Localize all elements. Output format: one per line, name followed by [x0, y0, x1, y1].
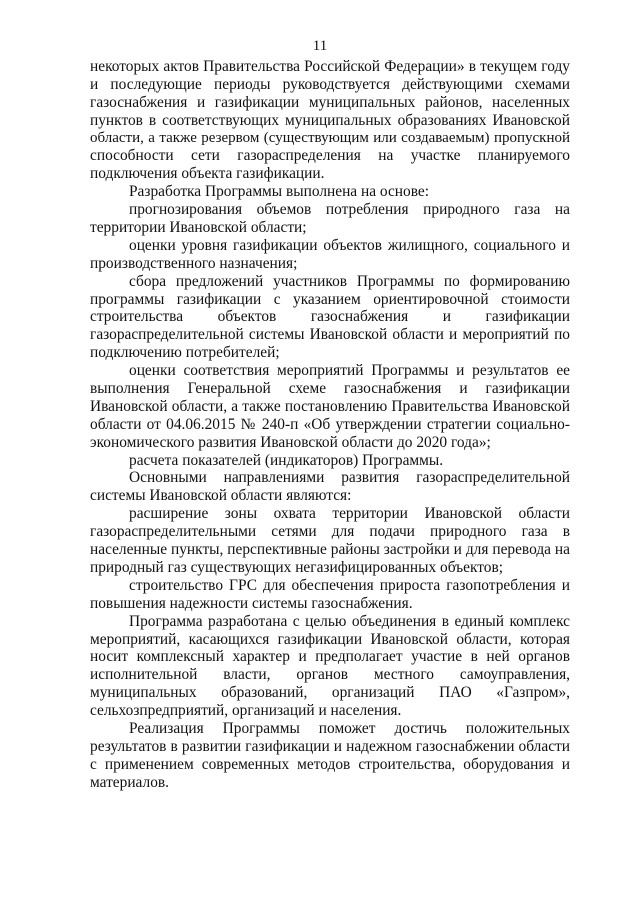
- paragraph-p7: [90, 452, 570, 470]
- text-line: расширение зоны охвата территории Ивановской области: [129, 505, 570, 523]
- paragraph-p3: [90, 201, 570, 237]
- paragraph-p8: [90, 469, 570, 505]
- document-body: [90, 58, 570, 792]
- text-line: некоторых актов Правительства Российской Федерации» в текущем году: [90, 58, 570, 75]
- text-line: мероприятий, касающихся газификации Ивановской области, которая: [90, 630, 570, 648]
- text-line: территории Ивановской области;: [90, 219, 307, 237]
- text-line: пунктов в соответствующих муниципальных образованиях Ивановской: [90, 111, 570, 129]
- text-line: материалов.: [90, 773, 170, 791]
- paragraph-p9: [90, 505, 570, 577]
- text-line: оценки уровня газификации объектов жилищного, социального и: [129, 236, 570, 254]
- text-line: результатов в развитии газификации и надежном газоснабжении области: [90, 737, 570, 755]
- text-line: строительства объектов газоснабжения и газификации: [90, 308, 570, 326]
- paragraph-p11: [90, 613, 570, 720]
- text-line: повышения надежности системы газоснабжения.: [90, 594, 413, 612]
- text-line: газораспределительными сетями для подачи природного газа в: [90, 523, 570, 541]
- text-line: программы газификации с указанием ориентировочной стоимости: [90, 290, 570, 308]
- text-line: способности сети газораспределения на участке планируемого: [90, 147, 570, 165]
- text-line: с применением современных методов строительства, оборудования и: [90, 755, 570, 773]
- text-line: сельхозпредприятий, организаций и населения.: [90, 702, 402, 720]
- paragraph-p2: [90, 183, 570, 201]
- text-line: подключения объекта газификации.: [90, 165, 325, 183]
- text-line: Ивановской области, а также постановлению Правительства Ивановской: [90, 397, 570, 415]
- text-line: оценки соответствия мероприятий Программы и результатов ее: [129, 362, 570, 380]
- text-line: области, а также резервом (существующим или создаваемым) пропускной: [90, 129, 570, 146]
- paragraph-p5: [90, 273, 570, 362]
- text-line: носит комплексный характер и предполагает участие в ней органов: [90, 648, 570, 666]
- paragraph-p4: [90, 237, 570, 273]
- text-line: экономического развития Ивановской области до 2020 года»;: [90, 433, 491, 451]
- text-line: природный газ существующих негазифицированных объектов;: [90, 558, 504, 576]
- text-line: сбора предложений участников Программы по формированию: [129, 272, 570, 290]
- text-line: Основными направлениями развития газораспределительной: [129, 469, 570, 487]
- text-line: Разработка Программы выполнена на основе:: [129, 183, 430, 201]
- page-number: 11: [312, 38, 328, 54]
- text-line: расчета показателей (индикаторов) Программы.: [129, 451, 444, 469]
- text-line: населенные пункты, перспективные районы застройки и для перевода на: [90, 541, 570, 559]
- text-line: исполнительной власти, органов местного самоуправления,: [90, 666, 570, 684]
- paragraph-p1: [90, 58, 570, 183]
- text-line: газораспределительной системы Ивановской области и мероприятий по: [90, 326, 570, 344]
- text-line: газоснабжения и газификации муниципальных районов, населенных: [90, 93, 570, 111]
- text-line: производственного назначения;: [90, 254, 298, 272]
- text-line: системы Ивановской области являются:: [90, 487, 352, 505]
- text-line: прогнозирования объемов потребления природного газа на: [129, 201, 570, 219]
- text-line: области от 04.06.2015 № 240-п «Об утверждении стратегии социально-: [90, 415, 570, 433]
- text-line: Реализация Программы поможет достичь положительных: [129, 719, 570, 737]
- text-line: муниципальных образований, организаций ПАО «Газпром»,: [90, 684, 570, 702]
- text-line: подключению потребителей;: [90, 344, 280, 362]
- text-line: и последующие периоды руководствуется действующими схемами: [90, 75, 570, 93]
- text-line: строительство ГРС для обеспечения прироста газопотребления и: [129, 576, 570, 594]
- paragraph-p12: [90, 720, 570, 792]
- paragraph-p6: [90, 362, 570, 451]
- text-line: выполнения Генеральной схеме газоснабжения и газификации: [90, 380, 570, 398]
- text-line: Программа разработана с целью объединения в единый комплекс: [129, 612, 570, 630]
- paragraph-p10: [90, 577, 570, 613]
